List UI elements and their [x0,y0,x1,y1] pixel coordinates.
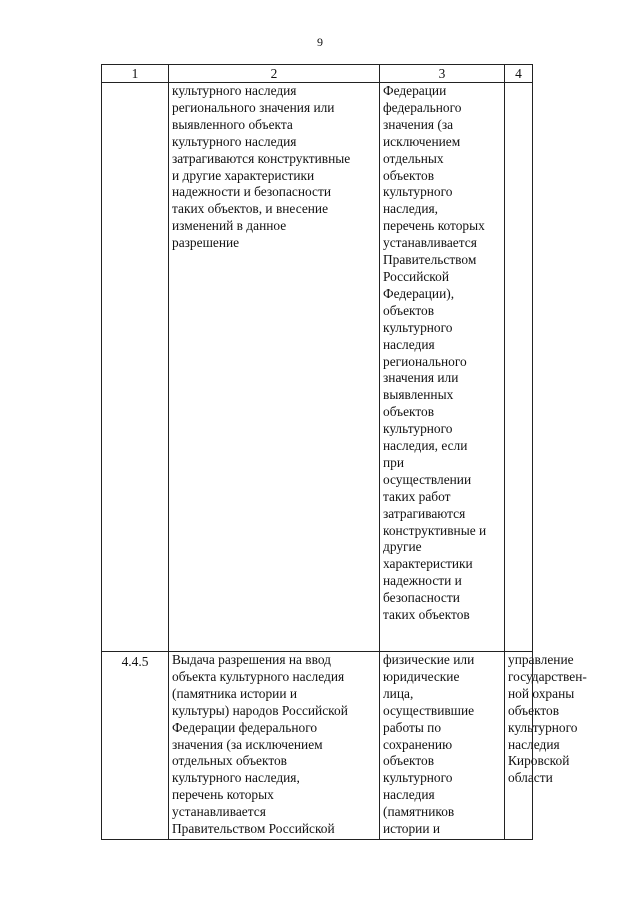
text-line: Федерации федерального [172,719,318,735]
text-line: объектов [383,167,435,183]
text-line: объекта культурного наследия [172,668,345,684]
text-line: надежности и безопасности [172,184,331,200]
text-line: устанавливается [172,804,266,820]
text-line: перечень которых [383,218,485,234]
text-line: осуществившие [383,702,475,718]
service-description-cell [169,83,380,652]
text-line: таких объектов [383,607,470,623]
text-line: конструктивные и [383,522,487,538]
text-line: значения или [383,370,459,386]
text-line: изменений в данное [172,218,287,234]
text-line: безопасности [383,590,460,606]
column-header: 3 [380,65,505,83]
text-line: наследия, [383,201,438,217]
text-line: регионального значения или [172,99,335,115]
text-line: Правительством Российской [172,821,335,837]
text-line: культурного [383,184,453,200]
column-header: 1 [102,65,169,83]
text-line: объектов [383,404,435,420]
text-line: культурного [383,770,453,786]
text-line: затрагиваются конструктивные [172,150,351,166]
text-line: исключением [383,133,461,149]
page-number: 9 [317,35,323,49]
applicants-cell [380,83,505,652]
text-line: (памятников [383,804,455,820]
text-line: культурного [383,319,453,335]
text-line: Федерации [383,83,447,98]
text-line: и другие характеристики [172,167,315,183]
authority-cell [505,652,587,840]
text-line: отдельных объектов [172,753,288,769]
text-line: Кировской [508,753,570,769]
text-line: культурного наследия [172,133,297,149]
text-line: разрешение [172,235,240,251]
text-line: сохранению [383,736,453,752]
text-line: лица, [383,685,414,701]
authority-cell [505,83,533,652]
text-line: области [508,770,553,786]
text-line: таких работ [383,488,451,504]
text-line: устанавливается [383,235,477,251]
service-description-cell [169,652,380,840]
text-line: Российской [383,268,449,284]
column-header: 2 [169,65,380,83]
text-line: культурного наследия, [172,770,300,786]
text-line: перечень которых [172,787,274,803]
text-line: при [383,454,405,470]
text-line: культурного [383,421,453,437]
column-header: 4 [505,65,533,83]
table-header-row [102,65,533,83]
text-line: культурного наследия [172,83,297,98]
applicants-cell [380,652,505,840]
text-line: истории и [383,821,441,837]
text-line: юридические [383,668,460,684]
text-line: регионального [383,353,467,369]
text-line: (памятника истории и [172,685,298,701]
text-line: Федерации), [383,285,455,301]
text-line: государствен- [508,668,587,684]
text-line: Выдача разрешения на ввод [172,652,331,667]
text-line: работы по [383,719,442,735]
text-line: выявленного объекта [172,116,293,132]
text-line: физические или [383,652,475,667]
text-line: наследия, если [383,438,468,454]
text-line: культурного [508,719,578,735]
text-line: значения (за исключением [172,736,323,752]
text-line: объектов [383,753,435,769]
text-line: отдельных [383,150,444,166]
row-number: 4.4.5 [102,652,169,840]
text-line: осуществлении [383,471,472,487]
text-line: объектов [383,302,435,318]
services-table [101,64,587,840]
text-line: наследия [383,787,435,803]
table-row [102,652,533,840]
text-line: наследия [508,736,560,752]
text-line: характеристики [383,556,473,572]
text-line: наследия [383,336,435,352]
table-row [102,83,533,652]
text-line: объектов [508,702,560,718]
text-line: ной охраны [508,685,575,701]
text-line: затрагиваются [383,505,466,521]
text-line: федерального [383,99,462,115]
text-line: культуры) народов Российской [172,702,348,718]
text-line: таких объектов, и внесение [172,201,329,217]
text-line: значения (за [383,116,454,132]
text-line: выявленных [383,387,454,403]
row-number [102,83,169,652]
text-line: управление [508,652,574,667]
text-line: надежности и [383,573,462,589]
text-line: другие [383,539,422,555]
text-line: Правительством [383,252,477,268]
